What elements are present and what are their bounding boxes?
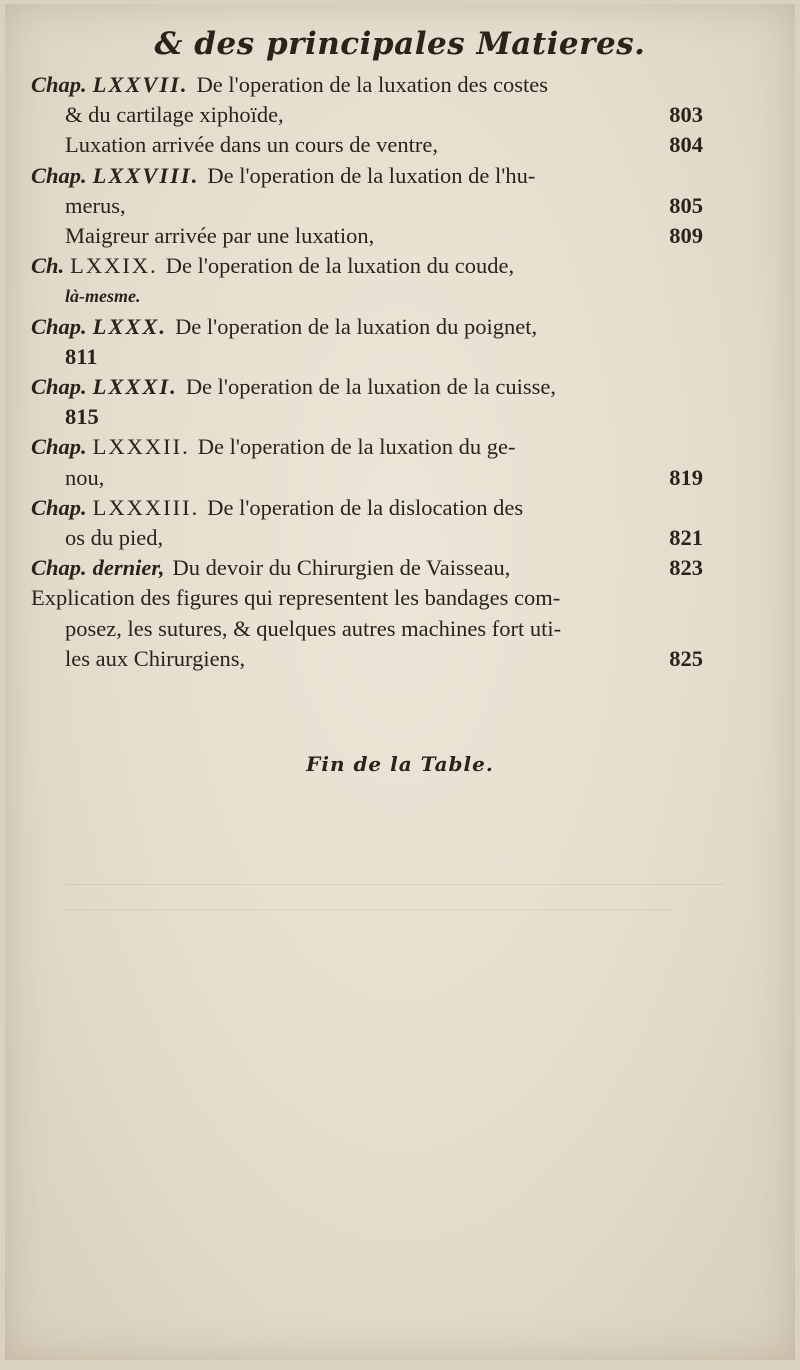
entry-title: Luxation arrivée dans un cours de ventre, [65, 132, 438, 158]
entry-line [31, 523, 703, 553]
entry-heading [31, 432, 515, 462]
page-number: 819 [669, 464, 703, 490]
entry-title: De l'operation de la luxation du poignet, [175, 313, 538, 339]
entry-heading [31, 553, 510, 583]
toc-entry [31, 372, 703, 432]
entry-line [31, 342, 703, 372]
entry-line [31, 432, 703, 462]
chapter-number: LXXX. [92, 313, 168, 339]
entry-line [31, 161, 703, 191]
entry-line [31, 281, 703, 311]
entry-continuation: posez, les sutures, & quelques autres machines fort uti- [65, 615, 562, 641]
entry-title: De l'operation de la luxation du coude, [165, 253, 515, 279]
chapter-number: LXXXIII. [92, 494, 200, 520]
show-through-line [65, 909, 675, 910]
chapter-number: LXXXII. [92, 434, 190, 460]
entry-continuation: merus, [65, 192, 126, 218]
end-of-table: Fin de la Table. [306, 752, 494, 776]
entry-heading [31, 493, 523, 523]
entry-title: De l'operation de la luxation de la cuisse, [185, 374, 556, 400]
toc-entry [31, 161, 703, 221]
entry-title: De l'operation de la luxation de l'hu- [207, 162, 536, 188]
entry-title: De l'operation de la luxation des costes [196, 72, 549, 97]
entry-title: Du devoir du Chirurgien de Vaisseau, [172, 555, 511, 581]
entry-heading [31, 372, 556, 402]
chapter-label: Chap. [31, 494, 87, 520]
entry-continuation: & du cartilage xiphoïde, [65, 102, 284, 128]
chapter-label: Chap. [31, 162, 87, 188]
entry-line [31, 463, 703, 493]
page-number: 823 [669, 555, 703, 581]
chapter-label: Chap. [31, 555, 87, 581]
entry-continuation: là-mesme. [65, 286, 141, 307]
entry-title: De l'operation de la luxation du ge- [197, 434, 516, 460]
entry-line [31, 130, 703, 160]
entry-line [31, 614, 703, 644]
entry-heading [31, 161, 535, 191]
entry-line [31, 583, 703, 613]
page-number: 815 [65, 404, 99, 430]
toc-entry [31, 583, 703, 674]
entry-line [31, 312, 703, 342]
toc-entry [31, 70, 703, 130]
entry-line [31, 221, 703, 251]
running-header: & des principales Matieres. [154, 26, 646, 62]
entry-continuation: nou, [65, 464, 105, 490]
chapter-label: Chap. [31, 313, 87, 339]
toc-entry [31, 130, 703, 160]
toc-entry [31, 251, 703, 311]
entry-heading [31, 70, 548, 100]
entry-continuation: os du pied, [65, 525, 164, 551]
entry-line [31, 100, 703, 130]
toc-entry [31, 312, 703, 372]
page-number: 821 [669, 525, 703, 551]
entry-heading [31, 251, 514, 281]
entry-line [31, 493, 703, 523]
chapter-number: LXXVII. [92, 72, 189, 97]
chapter-label: Chap. [31, 434, 87, 460]
chapter-label: Chap. [31, 72, 87, 97]
toc-entry [31, 221, 703, 251]
entry-title: Maigreur arrivée par une luxation, [65, 223, 375, 249]
entry-heading [31, 312, 537, 342]
chapter-number: LXXIX. [70, 253, 158, 279]
chapter-number: LXXXI. [92, 374, 178, 400]
entry-continuation: les aux Chirurgiens, [65, 645, 246, 671]
entry-line [31, 191, 703, 221]
chapter-label: Ch. [31, 253, 65, 279]
entry-line [31, 644, 703, 674]
page-number: 805 [669, 192, 703, 218]
page-number: 803 [669, 102, 703, 128]
chapter-label: Chap. [31, 374, 87, 400]
show-through-line [65, 884, 725, 885]
table-of-contents [31, 70, 703, 674]
page-number: 804 [669, 132, 703, 158]
toc-entry [31, 493, 703, 553]
book-page [5, 4, 795, 1360]
chapter-number: LXXVIII. [92, 162, 200, 188]
entry-line [31, 372, 703, 402]
entry-line [31, 251, 703, 281]
page-number: 811 [65, 343, 98, 369]
entry-line [31, 553, 703, 583]
toc-entry [31, 432, 703, 492]
page-number: 809 [669, 223, 703, 249]
entry-line [31, 402, 703, 432]
toc-entry [31, 553, 703, 583]
entry-title: De l'operation de la dislocation des [207, 494, 524, 520]
chapter-number: dernier, [92, 555, 165, 581]
entry-line [31, 70, 703, 100]
entry-title: Explication des figures qui representent les bandages com- [31, 585, 561, 611]
page-number: 825 [669, 645, 703, 671]
